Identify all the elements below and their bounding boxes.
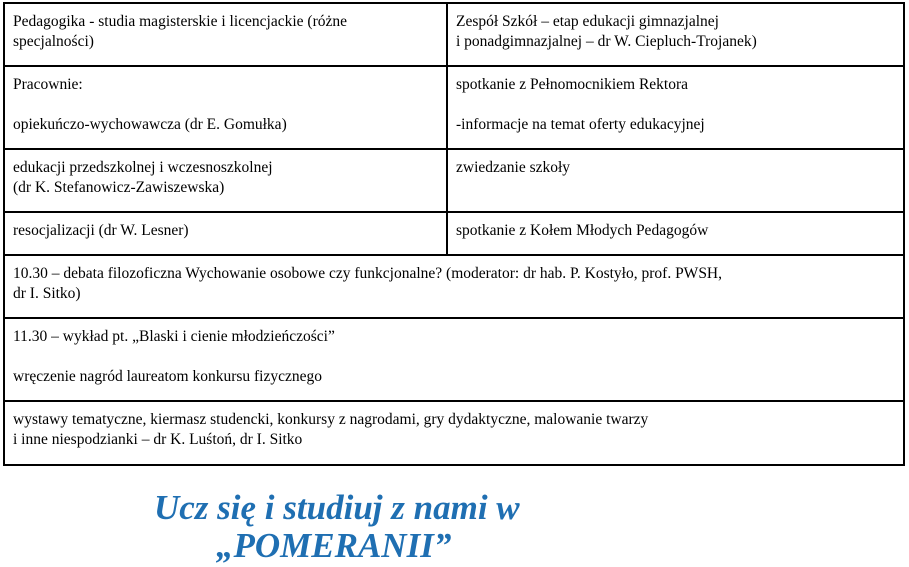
cell-text: Pracownie: <box>13 76 83 93</box>
cell-text: dr I. Sitko) <box>13 285 81 302</box>
cell-text: wystawy tematyczne, kiermasz studencki, konkursy z nagrodami, gry dydaktyczne, malowanie twarzy <box>13 411 649 428</box>
table-row <box>4 66 904 149</box>
cell-text: i ponadgimnazjalnej – dr W. Ciepluch-Trojanek) <box>456 33 757 50</box>
cell-text: 11.30 – wykład pt. „Blaski i cienie młodzieńczości” <box>13 328 335 345</box>
cell-text: edukacji przedszkolnej i wczesnoszkolnej <box>13 159 273 176</box>
table-cell-rector-meeting <box>447 66 904 149</box>
table-cell-preschool <box>4 149 447 212</box>
cell-text: spotkanie z Pełnomocnikiem Rektora <box>456 76 689 93</box>
slogan-line-1: Ucz się i studiuj z nami w <box>154 488 520 527</box>
cell-text: Zespół Szkół – etap edukacji gimnazjalnej <box>456 13 719 30</box>
cell-text: Pedagogika - studia magisterskie i licencjackie (różne <box>13 13 347 30</box>
cell-text: spotkanie z Kołem Młodych Pedagogów <box>456 222 709 239</box>
table-row <box>4 212 904 255</box>
table-cell-exhibitions <box>4 401 904 465</box>
table-cell-pedagogues-club <box>447 212 904 255</box>
cell-text: opiekuńczo-wychowawcza (dr E. Gomułka) <box>13 116 287 133</box>
cell-text: specjalności) <box>13 33 94 50</box>
cell-text: -informacje na temat oferty edukacyjnej <box>456 116 705 133</box>
table-cell-debate <box>4 255 904 318</box>
table-cell-study-programs <box>4 3 447 66</box>
table-row <box>4 318 904 401</box>
table-cell-school-tour <box>447 149 904 212</box>
cell-text: i inne niespodzianki – dr K. Luśtoń, dr I. Sitko <box>13 431 303 448</box>
cell-text: (dr K. Stefanowicz-Zawiszewska) <box>13 179 225 196</box>
cell-text: wręczenie nagród laureatom konkursu fizycznego <box>13 368 323 385</box>
table-row <box>4 3 904 66</box>
cell-text: resocjalizacji (dr W. Lesner) <box>13 222 189 239</box>
cell-text: zwiedzanie szkoły <box>456 159 571 176</box>
table-cell-workshops <box>4 66 447 149</box>
table-row <box>4 401 904 465</box>
table-cell-school-complex <box>447 3 904 66</box>
slogan-line-2: „POMERANII” <box>216 526 452 565</box>
table-row <box>4 149 904 212</box>
table-cell-resocialization <box>4 212 447 255</box>
table-row <box>4 255 904 318</box>
table-cell-lecture <box>4 318 904 401</box>
cell-text: 10.30 – debata filozoficzna Wychowanie osobowe czy funkcjonalne? (moderator: dr hab. P. Kostyło, prof. PWSH, <box>13 265 723 282</box>
schedule-table <box>3 2 905 466</box>
